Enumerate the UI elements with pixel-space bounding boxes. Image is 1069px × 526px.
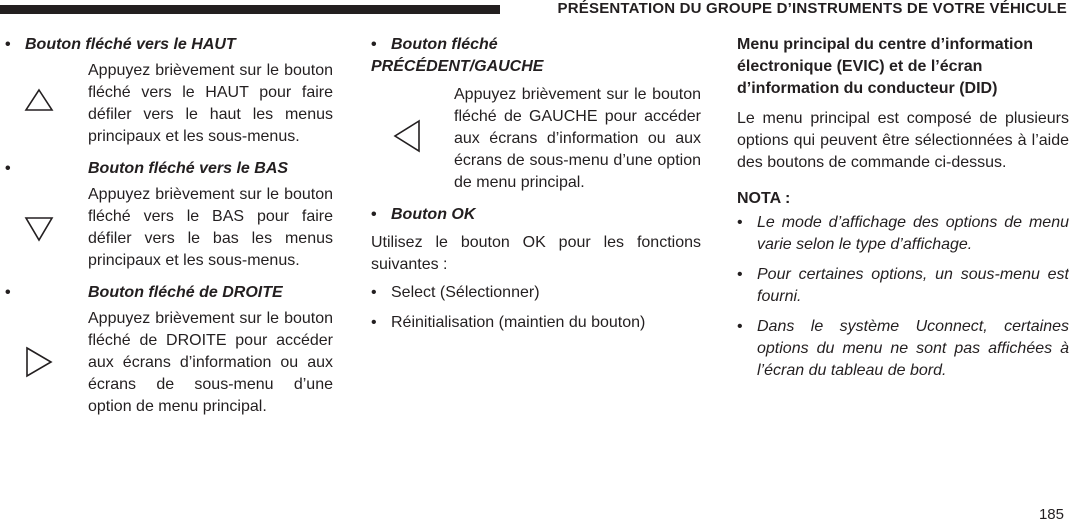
left-button-description (371, 84, 701, 194)
list-item: • Dans le système Uconnect, certaines options du menu ne sont pas affichées à l’écran du tableau de bord. (737, 318, 1069, 379)
list-item: • Select (Sélectionner) (371, 284, 540, 301)
list-item: • Pour certaines options, un sous-menu est fourni. (737, 266, 1069, 305)
header-rule (0, 5, 500, 14)
up-button-description (5, 60, 333, 148)
page-header (0, 0, 1069, 18)
right-button-heading: • Bouton fléché de DROITE (5, 284, 283, 301)
down-button-text: Appuyez brièvement sur le bouton fléché vers le BAS pour faire défiler vers le bas les menus principaux et les sous-menus. (88, 186, 333, 269)
page-number: 185 (1038, 506, 1064, 523)
ok-button-heading: • Bouton OK (371, 206, 476, 223)
nota-list (737, 212, 1069, 382)
column-3 (737, 34, 1069, 390)
column-2 (371, 34, 701, 342)
left-button-heading: • Bouton fléché PRÉCÉDENT/GAUCHE (371, 36, 544, 75)
list-item: • Réinitialisation (maintien du bouton) (371, 314, 646, 331)
up-button-heading: • Bouton fléché vers le HAUT (5, 36, 236, 53)
triangle-down-icon (5, 184, 88, 294)
triangle-right-icon (5, 308, 88, 418)
right-button-description (5, 308, 333, 418)
left-button-text: Appuyez brièvement sur le bouton fléché de GAUCHE pour accéder aux écrans d’information ou aux écrans de sous-menu d’une option de menu principal. (454, 86, 701, 191)
right-button-text: Appuyez brièvement sur le bouton fléché de DROITE pour accéder aux écrans d’information ou aux écrans de sous-menu d’une option de menu principal. (88, 310, 333, 415)
nota-label: NOTA : (737, 190, 791, 207)
list-item: • Le mode d’affichage des options de menu varie selon le type d’affichage. (737, 214, 1069, 253)
main-menu-heading: Menu principal du centre d’information électronique (EVIC) et de l’écran d’information du conducteur (DID) (737, 36, 1034, 97)
main-menu-text: Le menu principal est composé de plusieurs options qui peuvent être sélectionnées à l’aide des boutons de commande ci-dessus. (737, 110, 1069, 171)
column-1 (5, 34, 333, 418)
section-title: PRÉSENTATION DU GROUPE D’INSTRUMENTS DE VOTRE VÉHICULE (557, 0, 1067, 17)
up-button-text: Appuyez brièvement sur le bouton fléché vers le HAUT pour faire défiler vers le haut les menus principaux et les sous-menus. (88, 62, 333, 145)
ok-functions-list (371, 282, 701, 334)
triangle-left-icon (371, 84, 454, 194)
down-button-heading: • Bouton fléché vers le BAS (5, 160, 289, 177)
down-button-description (5, 184, 333, 272)
ok-button-text: Utilisez le bouton OK pour les fonctions suivantes : (371, 234, 701, 273)
triangle-up-icon (5, 60, 88, 170)
